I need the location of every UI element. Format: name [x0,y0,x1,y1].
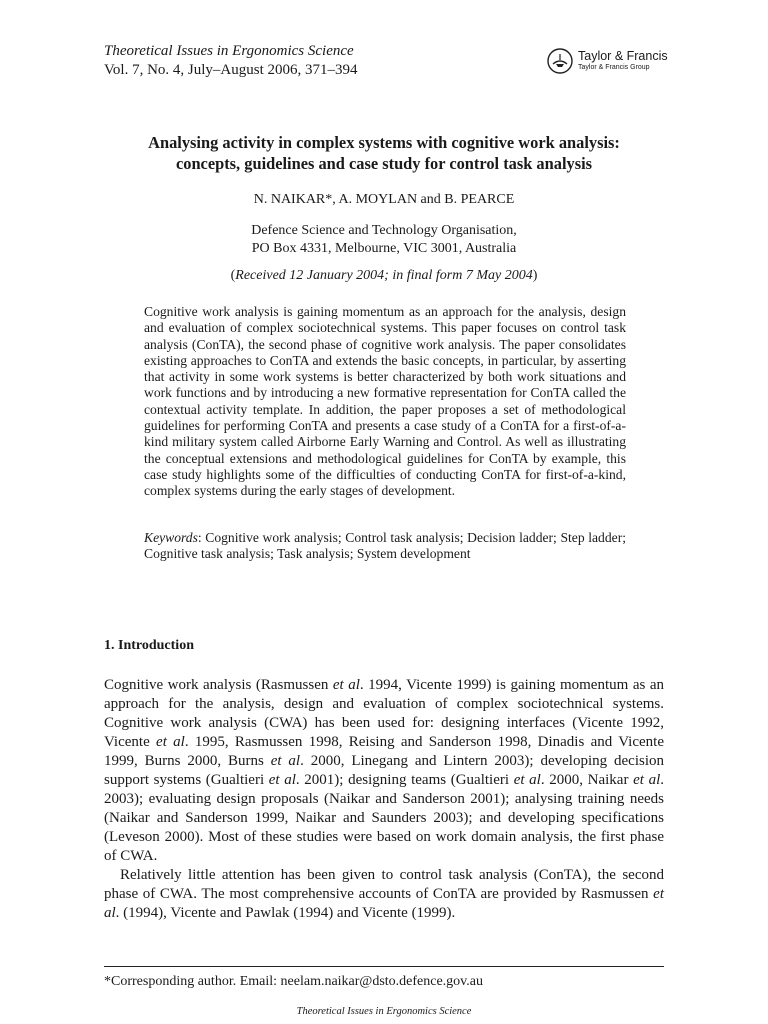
page-footer: Theoretical Issues in Ergonomics Science [296,1006,472,1017]
citation-etal: et al [332,677,360,693]
citation-etal: et al [270,753,301,769]
keywords-label: Keywords [144,530,198,545]
citation-etal: et al [268,772,296,788]
intro-paragraph-2 [104,866,664,923]
text-run: . (1994), Vicente and Pawlak (1994) and Vicente (1999). [115,905,456,921]
citation-etal: et al [633,772,661,788]
volume-line: Vol. 7, No. 4, July–August 2006, 371–394 [104,62,358,78]
keywords [144,530,626,563]
citation-etal: et al [513,772,541,788]
citation-etal: et al [156,734,185,750]
title-line-1: Analysing activity in complex systems with cognitive work analysis: [148,133,620,152]
footnote: *Corresponding author. Email: neelam.naikar@dsto.defence.gov.au [104,974,483,989]
section-heading: 1. Introduction [104,638,194,653]
publisher-logo [546,47,676,77]
text-run: Cognitive work analysis (Rasmussen [104,677,333,693]
article-title [60,132,708,174]
affiliation-line-1: Defence Science and Technology Organisation, [251,223,517,238]
received-dates [60,268,708,284]
journal-name: Theoretical Issues in Ergonomics Science [104,43,354,59]
text-run: . 2000, Linegang and Lintern 2003); developing decision support systems (Gualtieri [104,753,664,788]
text-run: . 2000, Naikar [540,772,634,788]
keywords-text: : Cognitive work analysis; Control task analysis; Decision ladder; Step ladder; Cognitive task analysis; Task analysis; System development [144,530,626,562]
publisher-emblem-icon [546,47,574,75]
text-run: . 1995, Rasmussen 1998, Reising and Sanderson 1998, Dinadis and Vicente 1999, Burns 2000, Burns [104,734,664,769]
text-run: Relatively little attention has been given to control task analysis (ConTA), the second phase of CWA. The most comprehensive accounts of ConTA are provided by Rasmussen [104,867,664,902]
journal-header [104,42,358,80]
publisher-name: Taylor & Francis [578,49,668,63]
text-run: . 2001); designing teams (Gualtieri [295,772,514,788]
affiliation-line-2: PO Box 4331, Melbourne, VIC 3001, Australia [251,241,517,256]
received-text: Received 12 January 2004; in final form 7 May 2004 [235,268,533,283]
abstract: Cognitive work analysis is gaining momentum as an approach for the analysis, design and evaluation of complex sociotechnical systems. This paper focuses on control task analysis (ConTA), the second phase of cognitive work analysis. The paper consolidates existing approaches to ConTA and extends the basic concepts, in particular, by asserting that activity in some work systems is better characterized by both work situations and work functions and by introducing a new formative representation for ConTA called the contextual activity template. In addition, the paper proposes a set of methodological guidelines for performing ConTA and presents a case study of a ConTA for a first-of-a-kind military system called Airborne Early Warning and Control. As well as illustrating the conceptual extensions and methodological guidelines for ConTA by example, this case study highlights some of the difficulties of conducting ConTA for first-of-a-kind, complex systems during the early stages of development. [144,304,626,499]
footnote-rule [104,966,664,967]
title-line-2: concepts, guidelines and case study for control task analysis [175,154,593,173]
intro-paragraph-1 [104,676,664,866]
authors: N. NAIKAR*, A. MOYLAN and B. PEARCE [253,192,515,207]
citation-etal: et al [104,886,664,921]
received-close: ) [532,268,538,283]
publisher-group: Taylor & Francis Group [578,64,650,71]
text-run: . 2003); evaluating design proposals (Naikar and Sanderson 2001); analysing training needs (Naikar and Sanderson 1999, Naikar and Saunders 2003); and developing specifications (Leveson 2000). Most of these studies were based on work domain analysis, the first phase of CWA. [104,772,664,864]
text-run: . 1994, Vicente 1999) is gaining momentum as an approach for the analysis, design and evaluation of complex sociotechnical systems. Cognitive work analysis (CWA) has been used for: designing interfaces (Vicente 1992, Vicente [104,677,664,750]
affiliation [60,222,708,258]
received-open: ( [230,268,236,283]
